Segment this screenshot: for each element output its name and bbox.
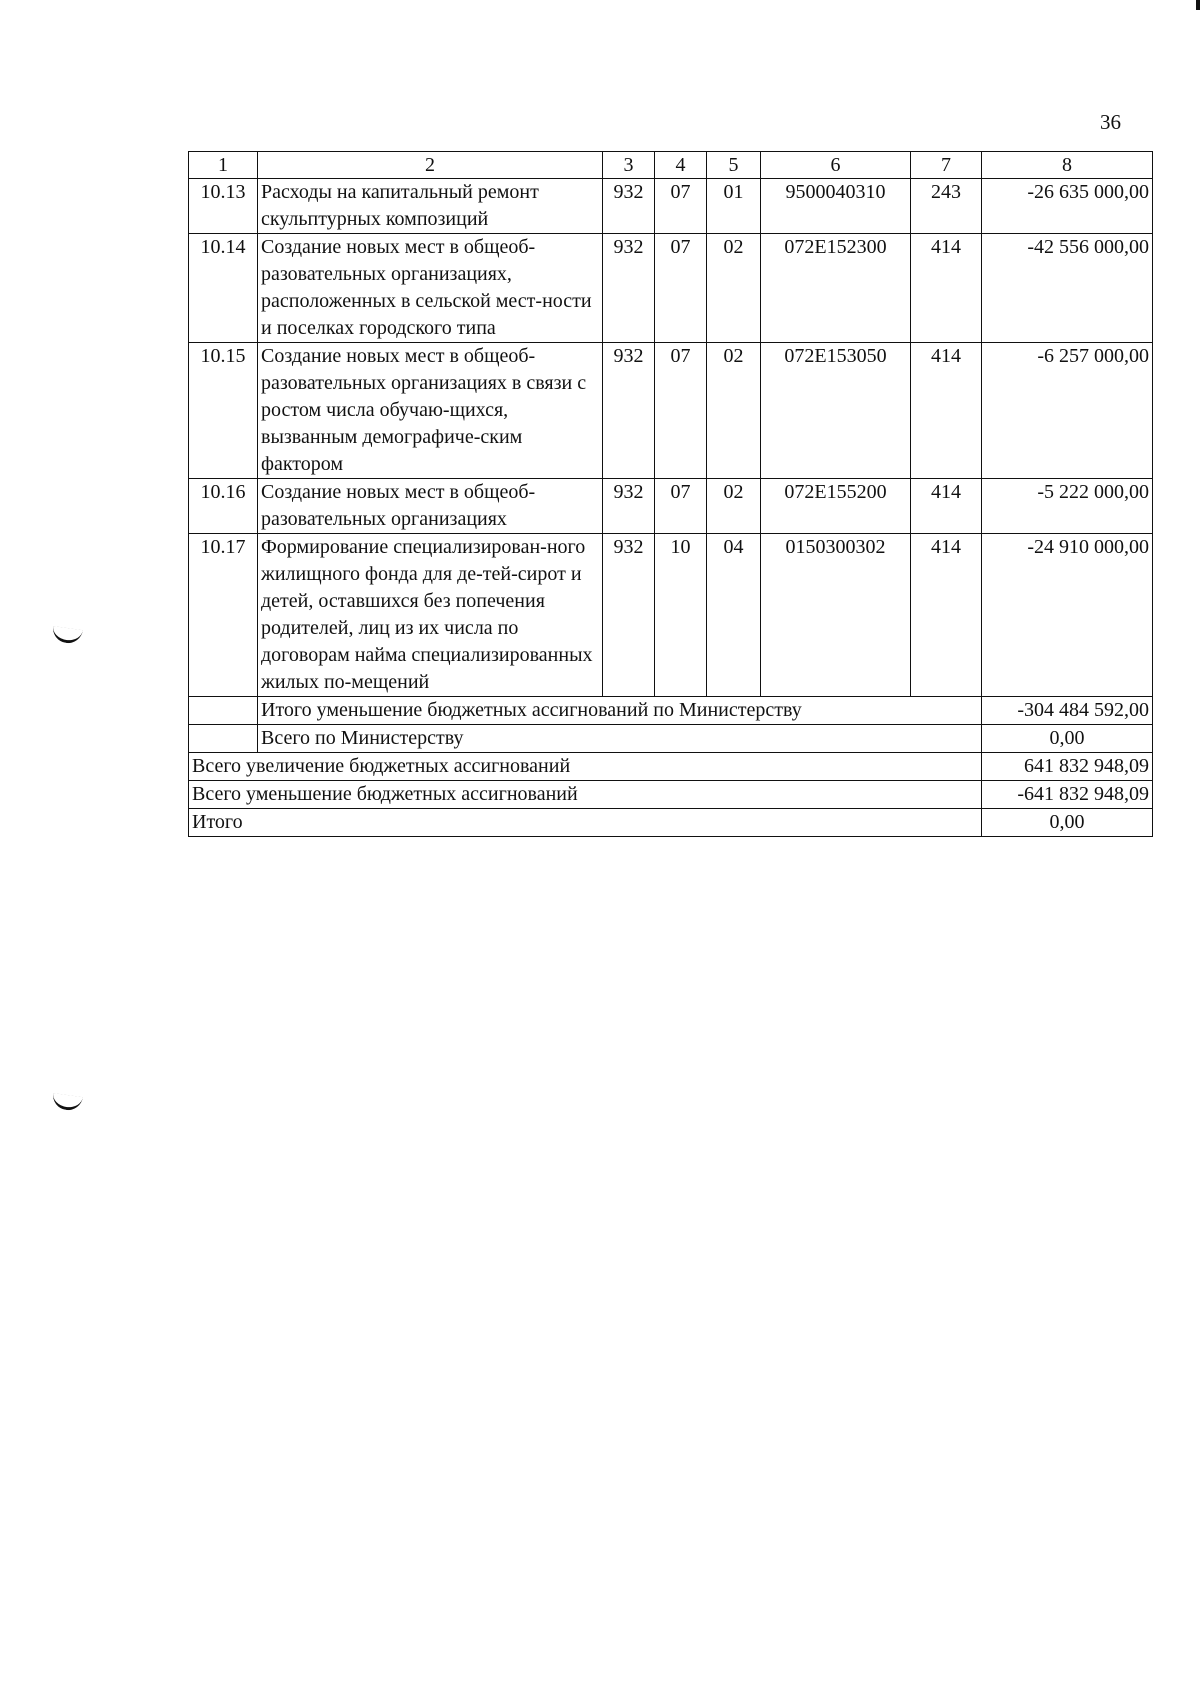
ministry-code: 932 [603,179,655,234]
header-cell: 6 [761,152,911,179]
expense-type-code: 414 [911,479,982,534]
ministry-code: 932 [603,343,655,479]
grand-total-label: Итого [189,809,982,837]
section-code: 10 [655,534,707,697]
amount: -42 556 000,00 [982,234,1153,343]
ministry-code: 932 [603,479,655,534]
subsection-code: 04 [707,534,761,697]
row-number: 10.16 [189,479,258,534]
header-cell: 7 [911,152,982,179]
expense-type-code: 243 [911,179,982,234]
header-cell: 1 [189,152,258,179]
target-article-code: 072E155200 [761,479,911,534]
amount: -6 257 000,00 [982,343,1153,479]
table-row [189,479,1153,534]
subtotal-decrease-row [189,697,1153,725]
scan-mark [51,626,83,645]
subtotal-decrease-label: Итого уменьшение бюджетных ассигнований по Министерству [258,697,982,725]
table-header-row [189,152,1153,179]
row-description: Создание новых мест в общеоб-разовательных организациях, расположенных в сельской мест-ности и поселках городского типа [258,234,603,343]
row-number: 10.14 [189,234,258,343]
table-row [189,534,1153,697]
amount: -5 222 000,00 [982,479,1153,534]
subsection-code: 02 [707,234,761,343]
section-code: 07 [655,234,707,343]
table-row [189,234,1153,343]
expense-type-code: 414 [911,534,982,697]
total-increase-row [189,753,1153,781]
header-cell: 4 [655,152,707,179]
row-description: Создание новых мест в общеоб-разовательных организациях в связи с ростом числа обучаю-щихся, вызванным демографиче-ским фактором [258,343,603,479]
row-number: 10.13 [189,179,258,234]
section-code: 07 [655,179,707,234]
target-article-code: 072E153050 [761,343,911,479]
grand-total-amount: 0,00 [982,809,1153,837]
row-number: 10.17 [189,534,258,697]
grand-total-row [189,809,1153,837]
subsection-code: 01 [707,179,761,234]
section-code: 07 [655,479,707,534]
row-description: Создание новых мест в общеоб-разовательных организациях [258,479,603,534]
subsection-code: 02 [707,343,761,479]
scan-mark [51,1093,83,1112]
ministry-total-amount: 0,00 [982,725,1153,753]
total-decrease-row [189,781,1153,809]
total-increase-label: Всего увеличение бюджетных ассигнований [189,753,982,781]
empty-cell [189,725,258,753]
amount: -26 635 000,00 [982,179,1153,234]
ministry-total-label: Всего по Министерству [258,725,982,753]
total-decrease-amount: -641 832 948,09 [982,781,1153,809]
target-article-code: 9500040310 [761,179,911,234]
subtotal-decrease-amount: -304 484 592,00 [982,697,1153,725]
empty-cell [189,697,258,725]
target-article-code: 0150300302 [761,534,911,697]
amount: -24 910 000,00 [982,534,1153,697]
ministry-code: 932 [603,234,655,343]
subsection-code: 02 [707,479,761,534]
row-description: Формирование специализирован-ного жилищного фонда для де-тей-сирот и детей, оставшихся без попечения родителей, лиц из их числа по договорам найма специализированных жилых по-мещений [258,534,603,697]
ministry-code: 932 [603,534,655,697]
section-code: 07 [655,343,707,479]
page-number: 36 [1100,110,1121,134]
header-cell: 3 [603,152,655,179]
total-increase-amount: 641 832 948,09 [982,753,1153,781]
table-row [189,343,1153,479]
header-cell: 8 [982,152,1153,179]
total-decrease-label: Всего уменьшение бюджетных ассигнований [189,781,982,809]
expense-type-code: 414 [911,234,982,343]
budget-allocation-table [188,151,1153,837]
ministry-total-row [189,725,1153,753]
target-article-code: 072E152300 [761,234,911,343]
expense-type-code: 414 [911,343,982,479]
header-cell: 2 [258,152,603,179]
row-number: 10.15 [189,343,258,479]
table-row [189,179,1153,234]
row-description: Расходы на капитальный ремонт скульптурных композиций [258,179,603,234]
scan-edge-mark [1196,0,1200,10]
header-cell: 5 [707,152,761,179]
